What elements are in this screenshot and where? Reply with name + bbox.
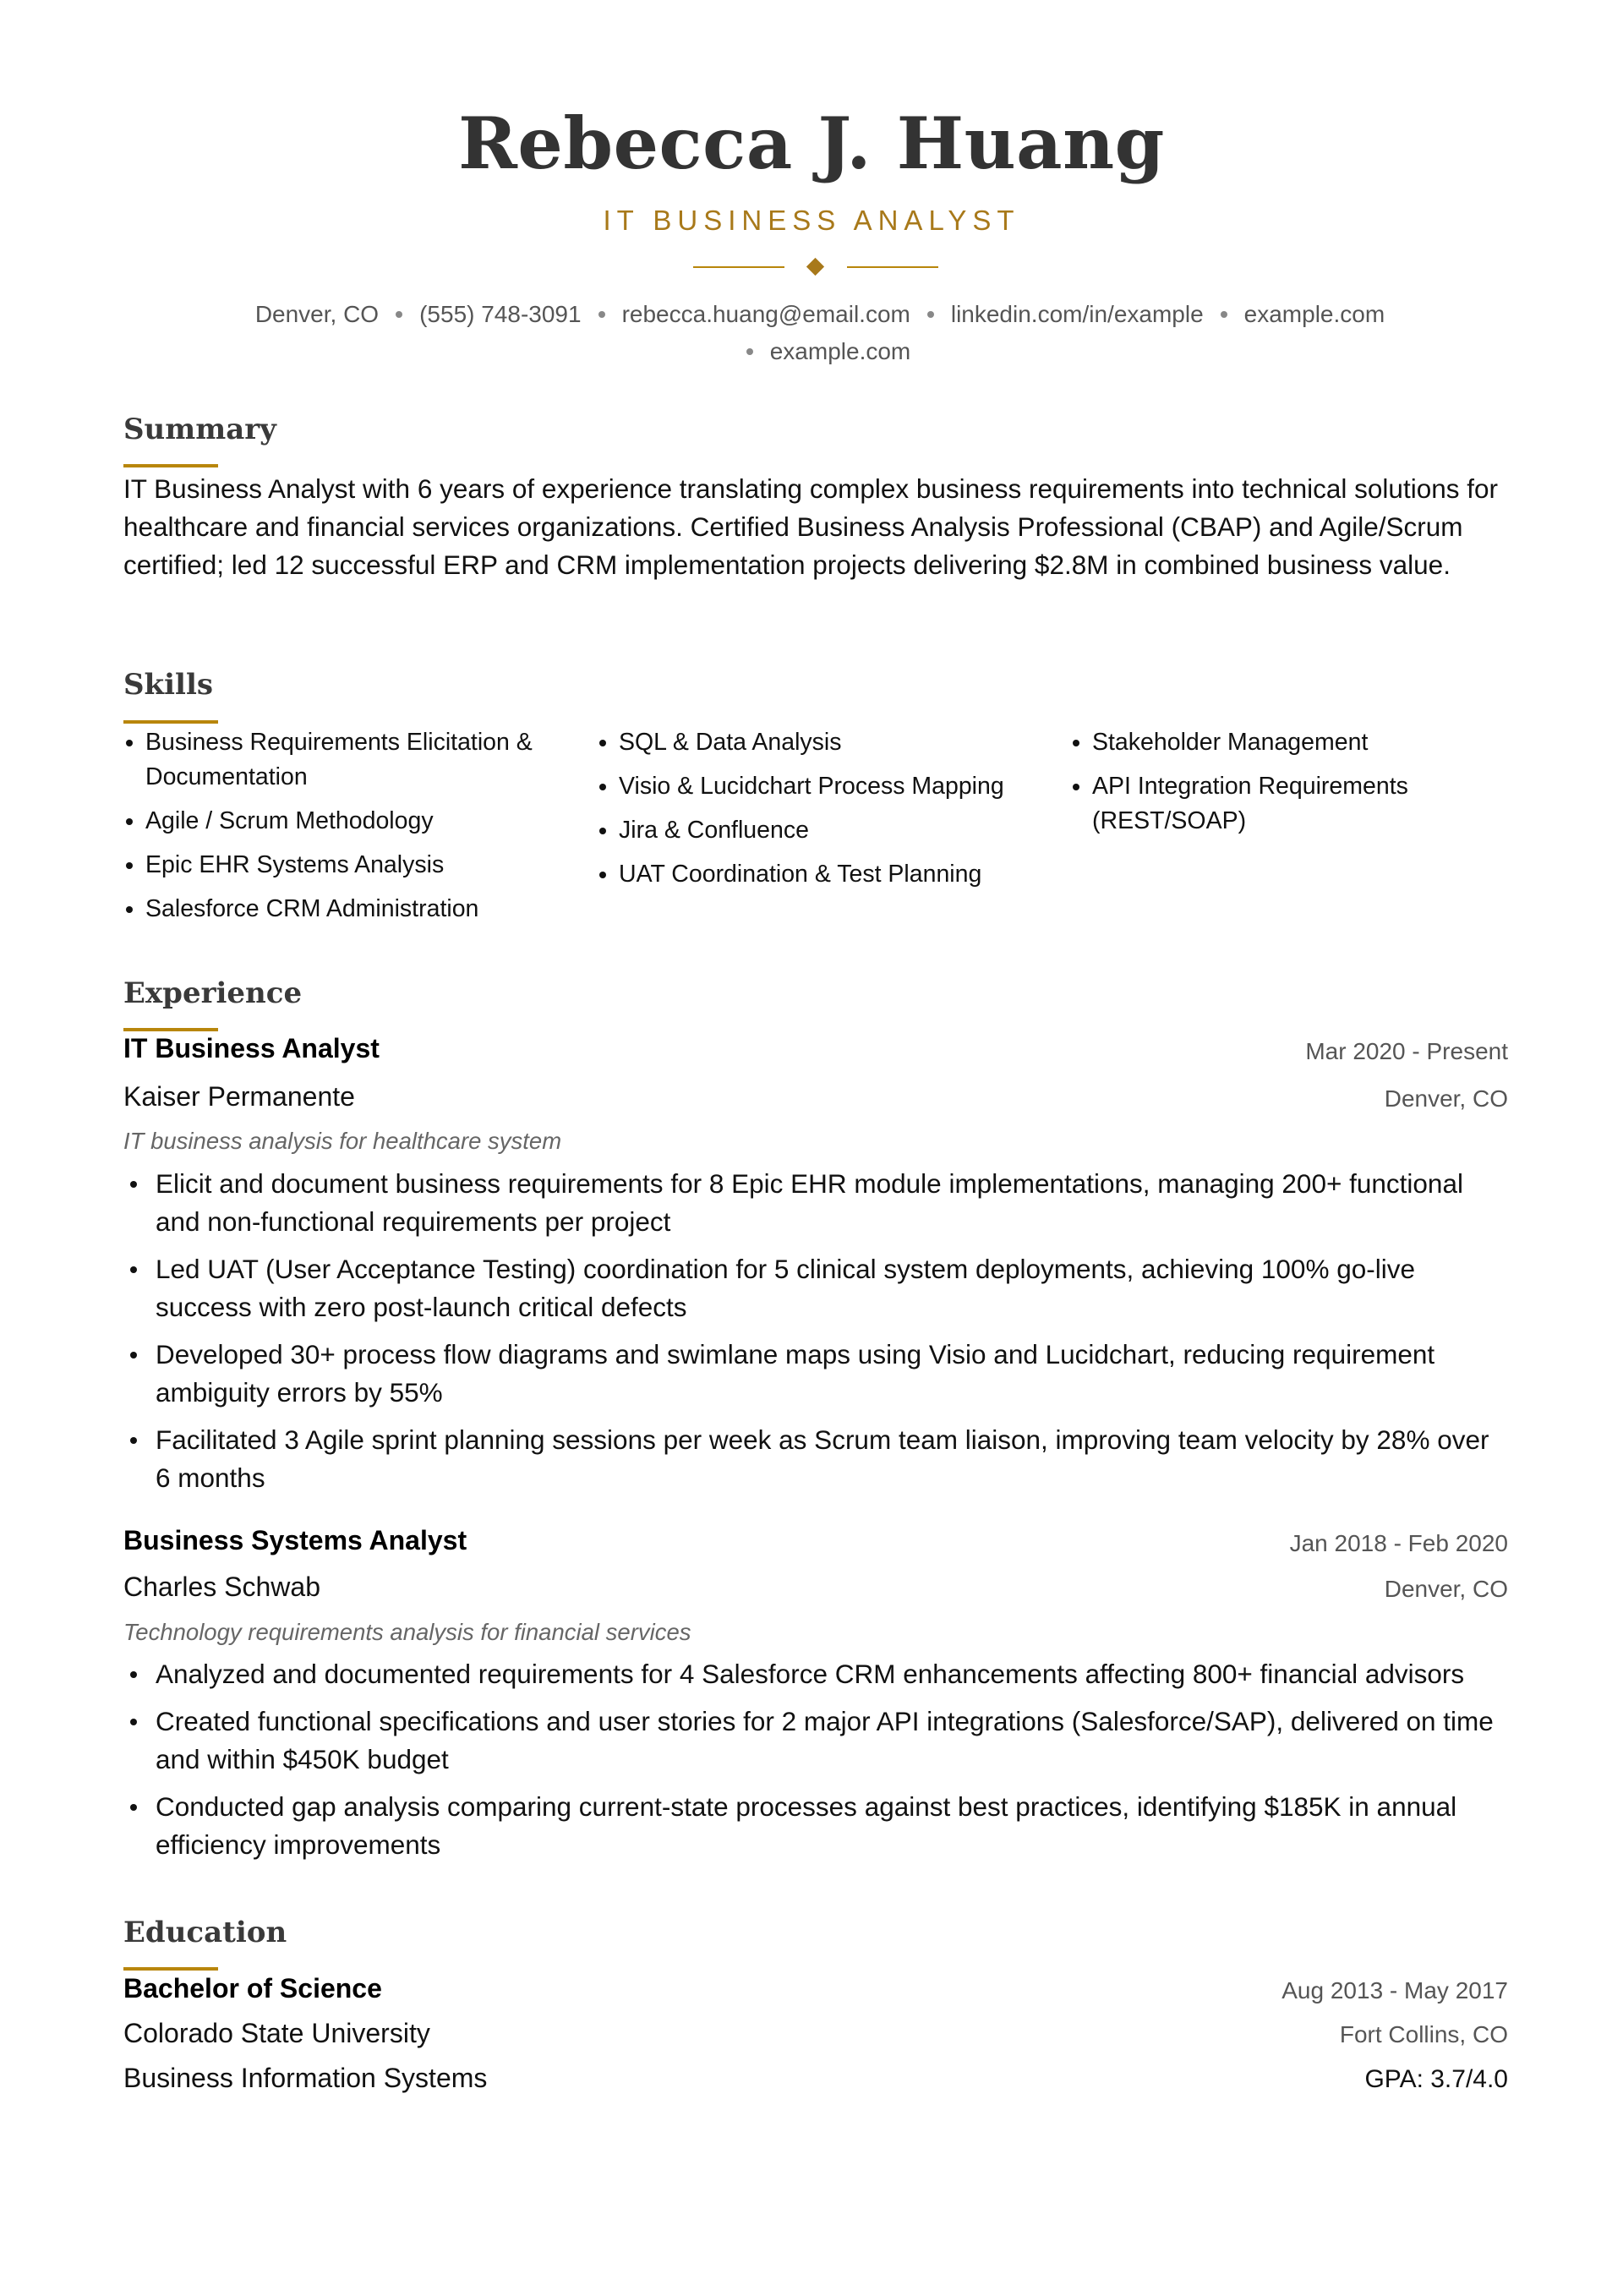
skill-item: UAT Coordination & Test Planning [597,857,1053,892]
skill-item: Agile / Scrum Methodology [123,804,563,839]
candidate-name: Rebecca J. Huang [458,101,1165,185]
header-divider [693,257,938,277]
job-dates: Jan 2018 - Feb 2020 [1289,1530,1508,1556]
skill-item: API Integration Requirements (REST/SOAP) [1070,769,1510,839]
company-name: Charles Schwab [123,1572,320,1602]
job-location: Denver, CO [1384,1576,1508,1602]
bullet-item: Created functional specifications and user stories for 2 major API integrations (Salesforce/SAP), delivered on time and within $450K budget [123,1703,1510,1779]
skill-item: Visio & Lucidchart Process Mapping [597,769,1053,804]
divider-line-right [847,266,938,268]
skills-column-3 [1070,725,1510,848]
divider-line-left [693,266,784,268]
contact-website-2[interactable]: example.com [769,338,911,364]
school-location: Fort Collins, CO [1339,2021,1508,2047]
section-heading-education: Education [123,1916,287,1949]
job-dates: Mar 2020 - Present [1305,1038,1508,1064]
job-bullets [123,1165,1510,1506]
skill-item: Stakeholder Management [1070,725,1510,760]
job-title: IT Business Analyst [123,1033,380,1063]
contact-website[interactable]: example.com [1243,301,1385,327]
job-description: IT business analysis for healthcare system [123,1128,562,1154]
job-title-heading: IT BUSINESS ANALYST [603,205,1020,236]
skill-item: Jira & Confluence [597,813,1053,848]
bullet-separator [396,311,402,318]
skills-column-1 [123,725,563,936]
section-rule [123,1967,218,1971]
section-rule [123,720,218,724]
skill-item: Salesforce CRM Administration [123,892,563,927]
skill-item: SQL & Data Analysis [597,725,1053,760]
bullet-separator [746,348,753,355]
bullet-item: Analyzed and documented requirements for 4 Salesforce CRM enhancements affecting 800+ financial advisors [123,1655,1510,1693]
gpa-value: GPA: 3.7/4.0 [1364,2065,1508,2093]
job-description: Technology requirements analysis for financial services [123,1619,691,1645]
bullet-item: Elicit and document business requirements for 8 Epic EHR module implementations, managing 200+ functional and non-functional requirements per project [123,1165,1510,1241]
contact-phone: (555) 748-3091 [419,301,582,327]
degree-title: Bachelor of Science [123,1973,382,2004]
bullet-separator [927,311,934,318]
company-name: Kaiser Permanente [123,1081,355,1112]
skills-column-2 [597,725,1053,901]
job-bullets [123,1655,1510,1873]
job-title: Business Systems Analyst [123,1525,467,1555]
bullet-separator [598,311,605,318]
section-heading-experience: Experience [123,976,303,1010]
bullet-item: Facilitated 3 Agile sprint planning sessions per week as Scrum team liaison, improving team velocity by 28% over 6 months [123,1421,1510,1497]
contact-email[interactable]: rebecca.huang@email.com [621,301,910,327]
diamond-icon [806,258,824,276]
section-heading-skills: Skills [123,668,214,702]
skill-item: Business Requirements Elicitation & Documentation [123,725,563,795]
contact-info [169,296,1471,370]
contact-location: Denver, CO [254,301,380,327]
skill-item: Epic EHR Systems Analysis [123,848,563,883]
bullet-item: Conducted gap analysis comparing current-state processes against best practices, identifying $185K in annual efficiency improvements [123,1788,1510,1864]
job-location: Denver, CO [1384,1085,1508,1112]
contact-linkedin[interactable]: linkedin.com/in/example [950,301,1204,327]
bullet-item: Developed 30+ process flow diagrams and swimlane maps using Visio and Lucidchart, reducing requirement ambiguity errors by 55% [123,1336,1510,1412]
section-rule [123,1028,218,1031]
major-field: Business Information Systems [123,2063,488,2093]
section-heading-summary: Summary [123,413,276,446]
school-name: Colorado State University [123,2018,430,2048]
section-rule [123,464,218,467]
summary-text: IT Business Analyst with 6 years of experience translating complex business requirements into technical solutions for healthcare and financial services organizations. Certified Business Analysis Professional (CBAP) and Agile/Scrum certified; led 12 successful ERP and CRM implementation projects delivering $2.8M in combined business value. [123,473,1498,580]
bullet-separator [1221,311,1227,318]
bullet-item: Led UAT (User Acceptance Testing) coordination for 5 clinical system deployments, achieving 100% go-live success with zero post-launch critical defects [123,1250,1510,1326]
education-dates: Aug 2013 - May 2017 [1281,1977,1508,2004]
